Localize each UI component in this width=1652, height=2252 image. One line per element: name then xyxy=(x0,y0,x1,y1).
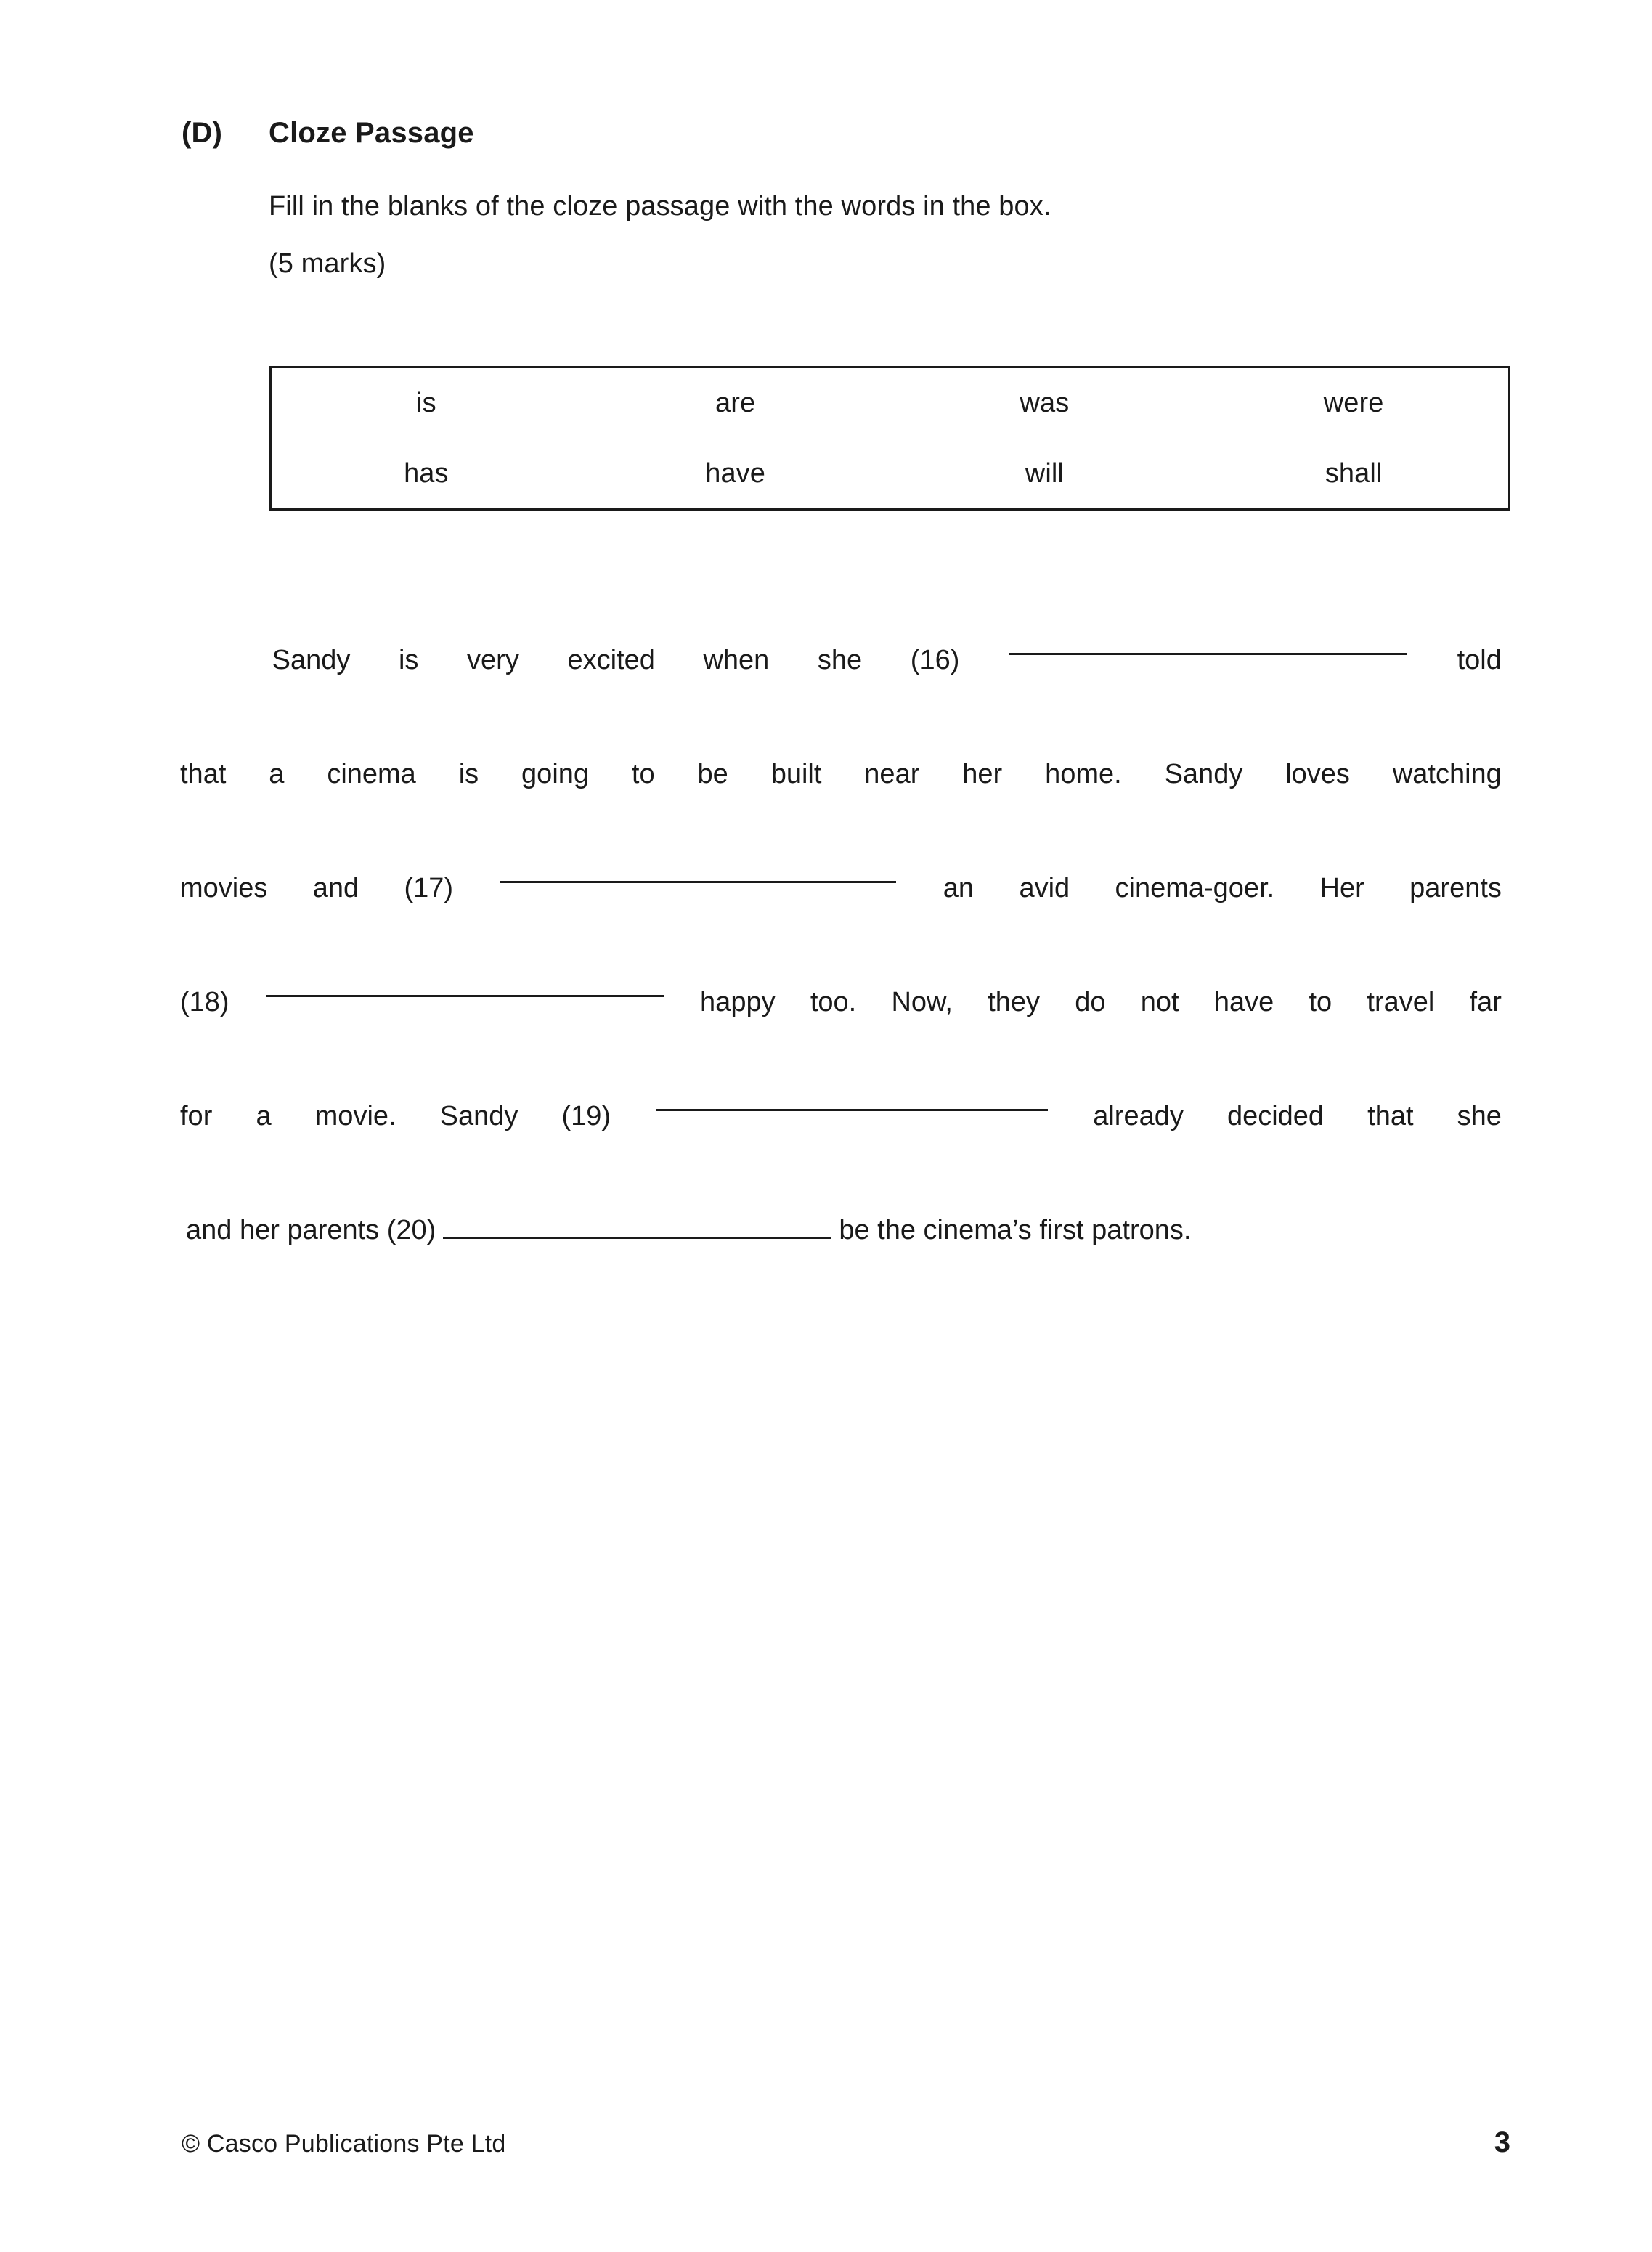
passage-word: her xyxy=(962,759,1003,789)
page-title: Cloze Passage xyxy=(269,117,474,149)
word-bank-option[interactable]: has xyxy=(404,458,449,489)
passage-word: (19) xyxy=(561,1101,611,1131)
marks-text: (5 marks) xyxy=(269,248,386,279)
passage-word: near xyxy=(864,759,920,789)
passage-line xyxy=(180,621,1502,735)
passage-word: when xyxy=(703,645,770,675)
word-bank-option[interactable]: was xyxy=(1020,388,1070,419)
passage-word: happy xyxy=(700,987,776,1017)
word-bank-option[interactable]: have xyxy=(705,458,766,489)
passage-word: travel xyxy=(1367,987,1435,1017)
passage-word: very xyxy=(467,645,519,675)
answer-blank-18[interactable] xyxy=(266,963,664,997)
word-bank-option[interactable]: were xyxy=(1323,388,1384,419)
passage-word: is xyxy=(458,759,479,789)
answer-blank-17[interactable] xyxy=(500,849,896,883)
passage-word: (17) xyxy=(404,873,454,903)
passage-word: an xyxy=(943,873,974,903)
copyright-text: © Casco Publications Pte Ltd xyxy=(182,2130,506,2158)
word-bank-row xyxy=(272,368,1508,439)
passage-word: a xyxy=(269,759,285,789)
passage-word: built xyxy=(770,759,822,789)
page-number: 3 xyxy=(1494,2126,1510,2158)
word-bank-option[interactable]: shall xyxy=(1325,458,1383,489)
answer-blank-20[interactable] xyxy=(443,1205,831,1239)
passage-word: and xyxy=(312,873,359,903)
passage-word: parents xyxy=(1409,873,1502,903)
passage-word: going xyxy=(521,759,590,789)
word-bank-option[interactable]: is xyxy=(416,388,436,419)
passage-word: movie. xyxy=(314,1101,396,1131)
word-bank-option[interactable]: are xyxy=(715,388,756,419)
passage-word: watching xyxy=(1392,759,1502,789)
passage-word: told xyxy=(1457,645,1502,675)
passage-line xyxy=(180,735,1502,849)
section-heading xyxy=(182,118,1510,147)
passage-word: be xyxy=(697,759,728,789)
answer-blank-16[interactable] xyxy=(1009,621,1407,655)
instructions-block xyxy=(269,178,1503,293)
passage-word: (18) xyxy=(180,987,229,1017)
passage-word: they xyxy=(988,987,1040,1017)
passage-word: be the cinema’s first patrons. xyxy=(839,1215,1192,1245)
word-bank-box xyxy=(269,366,1510,511)
passage-word: Sandy xyxy=(439,1101,518,1131)
passage-word: is xyxy=(398,645,419,675)
passage-word: cinema-goer. xyxy=(1115,873,1275,903)
passage-word: cinema xyxy=(327,759,416,789)
passage-word: that xyxy=(1367,1101,1414,1131)
passage-word: not xyxy=(1140,987,1179,1017)
passage-word: to xyxy=(1309,987,1332,1017)
passage-word: far xyxy=(1469,987,1502,1017)
passage-word: loves xyxy=(1285,759,1350,789)
passage-word: avid xyxy=(1019,873,1070,903)
answer-blank-19[interactable] xyxy=(656,1077,1048,1111)
passage-word: decided xyxy=(1226,1101,1325,1131)
passage-word: Her xyxy=(1319,873,1364,903)
section-letter: (D) xyxy=(182,117,223,149)
passage-line xyxy=(180,1191,1502,1305)
word-bank-row xyxy=(272,439,1508,509)
passage-word: Now, xyxy=(891,987,953,1017)
passage-word: have xyxy=(1213,987,1274,1017)
page-footer xyxy=(182,2128,1510,2157)
passage-line xyxy=(180,849,1502,963)
passage-word: a xyxy=(256,1101,272,1131)
passage-word: to xyxy=(631,759,655,789)
passage-word: Sandy xyxy=(1164,759,1243,789)
passage-word: Sandy xyxy=(272,645,351,675)
passage-word: excited xyxy=(567,645,655,675)
word-bank-option[interactable]: will xyxy=(1025,458,1064,489)
passage-word: she xyxy=(1457,1101,1502,1131)
passage-line xyxy=(180,1077,1502,1191)
passage-line xyxy=(180,963,1502,1077)
cloze-passage xyxy=(180,621,1502,1305)
passage-word: for xyxy=(180,1101,213,1131)
passage-word: (16) xyxy=(910,645,960,675)
passage-word: too. xyxy=(810,987,857,1017)
passage-word: home. xyxy=(1045,759,1122,789)
passage-word: do xyxy=(1075,987,1106,1017)
passage-word: that xyxy=(180,759,227,789)
passage-word: already xyxy=(1093,1101,1184,1131)
passage-word: and her parents (20) xyxy=(186,1215,436,1245)
passage-word: she xyxy=(817,645,863,675)
instruction-text: Fill in the blanks of the cloze passage with the words in the box. xyxy=(269,191,1051,221)
passage-word: movies xyxy=(180,873,268,903)
